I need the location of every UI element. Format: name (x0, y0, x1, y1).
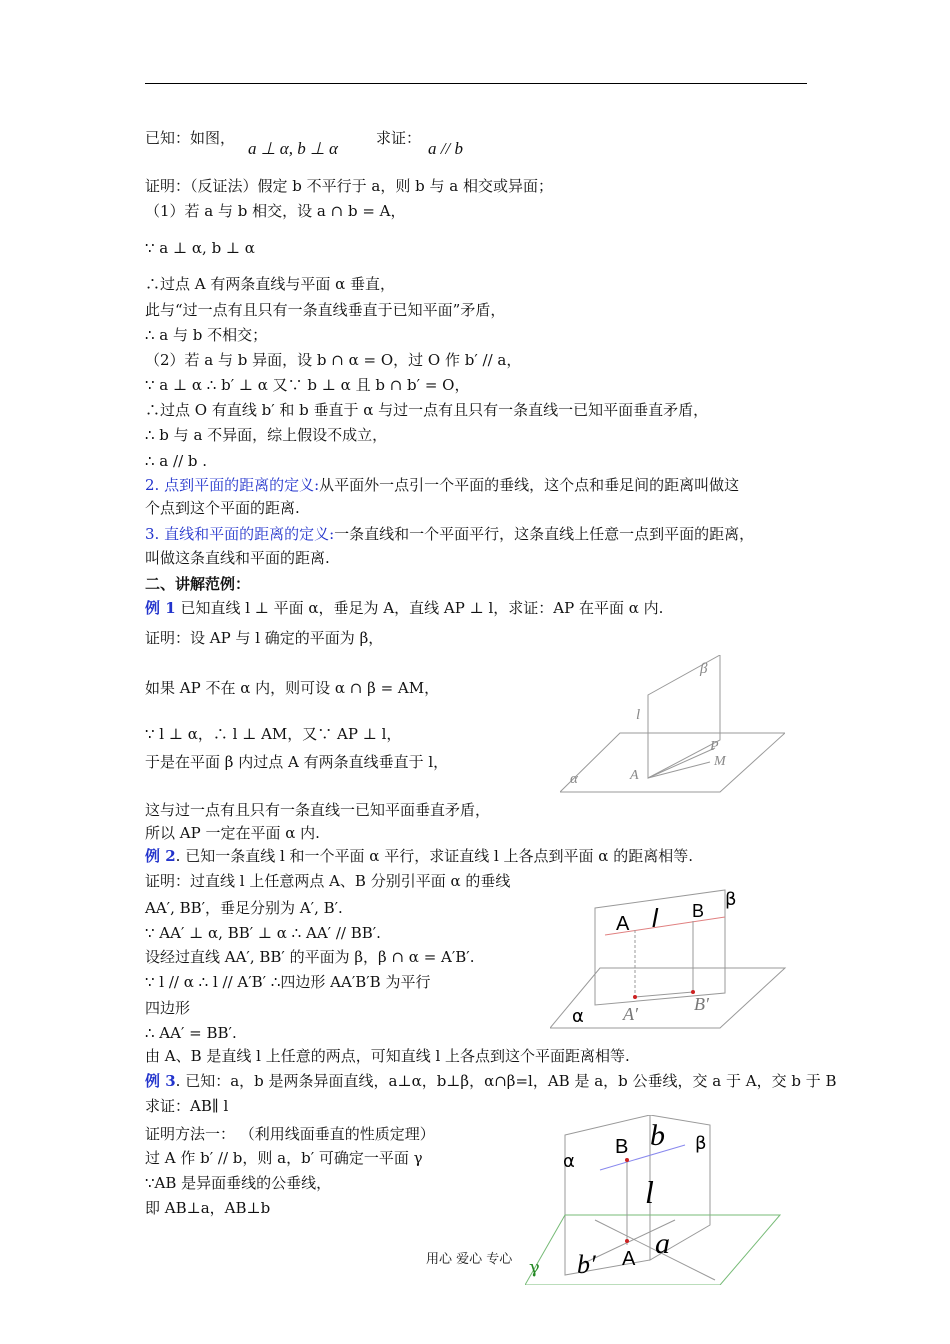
ex1-line: ∵ l ⊥ α，∴ l ⊥ AM，又∵ AP ⊥ l， (145, 725, 402, 743)
label-b: B (692, 901, 705, 921)
label-beta: β (695, 1133, 707, 1154)
label-alpha: α (570, 771, 578, 787)
label-a1: A′ (623, 1004, 638, 1024)
ex3-figure (525, 1115, 795, 1285)
ex2-line: 证明：过直线 l 上任意两点 A、B 分别引平面 α 的垂线 (145, 872, 511, 890)
ex1-line: 于是在平面 β 内过点 A 有两条直线垂直于 l， (145, 753, 449, 771)
label-beta: β (725, 889, 737, 910)
label-alpha: α (563, 1151, 575, 1172)
ex1-line: 证明：设 AP 与 l 确定的平面为 β， (145, 629, 384, 647)
point-b (625, 1158, 629, 1162)
ex2-line: 四边形 (145, 999, 191, 1017)
proof-line: ∴过点 A 有两条直线与平面 α 垂直， (145, 275, 396, 293)
ex1-line: 如果 AP 不在 α 内，则可设 α ∩ β = AM， (145, 679, 440, 697)
proof-line: 证明：（反证法）假定 b 不平行于 a，则 b 与 a 相交或异面； (145, 177, 553, 195)
label-a: A (616, 913, 630, 935)
ex3-line: 过 A 作 b′ // b，则 a，b′ 可确定一平面 γ (145, 1149, 423, 1167)
proof-line: （1）若 a 与 b 相交，设 a ∩ b = A， (145, 202, 406, 220)
def2-num: 2. (145, 476, 160, 494)
ex1-statement (145, 597, 663, 619)
ex3-label: 例 3 (145, 1072, 176, 1090)
label-b-point: B (615, 1136, 629, 1158)
prove-expr: a // b (428, 139, 463, 158)
ex1-label: 例 1 (145, 599, 176, 617)
proof-line: ∵ a ⊥ α, b ⊥ α (145, 239, 255, 257)
ex2-line: 设经过直线 AA′, BB′ 的平面为 β，β ∩ α = A′B′. (145, 948, 475, 966)
ex3-statement (145, 1070, 837, 1092)
proof-line: ∴ b 与 a 不异面，综上假设不成立， (145, 426, 388, 444)
def3-text: 一条直线和一个平面平行，这条直线上任意一点到平面的距离， (334, 525, 755, 543)
label-l: l (645, 1174, 654, 1210)
label-b1: B′ (694, 994, 709, 1014)
plane-beta (595, 890, 725, 1005)
label-a: A (630, 768, 639, 783)
proof-line: ∵ a ⊥ α ∴ b′ ⊥ α 又∵ b ⊥ α 且 b ∩ b′ = O， (145, 376, 470, 394)
ex1-line: 这与过一点有且只有一条直线一已知平面垂直矛盾， (145, 801, 491, 819)
def2-text: 从平面外一点引一个平面的垂线，这个点和垂足间的距离叫做这 (319, 476, 740, 494)
label-beta: β (700, 661, 708, 677)
definition-2 (145, 474, 739, 496)
plane-alpha (560, 733, 785, 792)
proof-line: ∴过点 O 有直线 b′ 和 b 垂直于 α 与过一点有且只有一条直线一已知平面垂直矛盾， (145, 401, 709, 419)
def3-title: 直线和平面的距离的定义: (164, 525, 335, 543)
label-l: l (652, 903, 658, 933)
def3-text-cont: 叫做这条直线和平面的距离. (145, 549, 330, 567)
ex2-label: 例 2 (145, 847, 176, 865)
section-heading: 二、讲解范例： (145, 575, 251, 593)
ex2-statement (145, 845, 693, 867)
plane-beta (648, 655, 720, 778)
label-gamma: γ (529, 1257, 540, 1278)
ex2-text: . 已知一条直线 l 和一个平面 α 平行，求证直线 l 上各点到平面 α 的距离相等. (175, 847, 693, 865)
ex3-line: 证明方法一： （利用线面垂直的性质定理） (145, 1125, 435, 1143)
proof-line: ∴ a // b . (145, 452, 208, 470)
given-label: 已知：如图， (145, 129, 236, 147)
plane-gamma (525, 1215, 780, 1285)
definition-3 (145, 523, 754, 545)
page-footer: 用心 爱心 专心 (426, 1252, 513, 1267)
label-a-point: A (622, 1248, 636, 1270)
point-a1 (633, 995, 637, 999)
def2-text-cont: 个点到这个平面的距离. (145, 499, 300, 517)
ex3-line: ∵AB 是异面垂线的公垂线， (145, 1174, 332, 1192)
proof-line: 此与“过一点有且只有一条直线垂直于已知平面”矛盾， (145, 301, 506, 319)
given-expr: a ⊥ α, b ⊥ α (248, 139, 338, 158)
proof-line: （2）若 a 与 b 异面，设 b ∩ α = O，过 O 作 b′ // a， (145, 351, 522, 369)
line-b (600, 1145, 685, 1170)
def2-title: 点到平面的距离的定义: (164, 476, 320, 494)
ex2-line: ∴ AA′ = BB′. (145, 1024, 237, 1042)
point-a (625, 1239, 629, 1243)
ex2-line: AA′, BB′，垂足分别为 A′, B′. (145, 899, 343, 917)
ex2-line: ∵ l // α ∴ l // A′B′ ∴四边形 AA′B′B 为平行 (145, 973, 431, 991)
ex2-line: ∵ AA′ ⊥ α, BB′ ⊥ α ∴ AA′ // BB′. (145, 924, 381, 942)
label-b1: b′ (577, 1250, 596, 1279)
line-a1b1 (635, 992, 693, 997)
label-alpha: α (572, 1006, 584, 1027)
ex1-line: 所以 AP 一定在平面 α 内. (145, 824, 320, 842)
proof-line: ∴ a 与 b 不相交； (145, 326, 268, 344)
label-b-line: b (650, 1119, 665, 1152)
prove-label: 求证： (376, 129, 422, 147)
label-a-line: a (655, 1227, 670, 1260)
ex3-text: . 已知：a，b 是两条异面直线，a⊥α，b⊥β，α∩β=l，AB 是 a，b 公垂线，交 a 于 A，交 b 于 B (175, 1072, 837, 1090)
label-m: M (714, 754, 726, 769)
label-p: P (710, 739, 719, 754)
ex1-figure (560, 655, 785, 795)
ex2-figure (550, 885, 790, 1035)
ex2-line: 由 A、B 是直线 l 上任意的两点，可知直线 l 上各点到这个平面距离相等. (145, 1047, 630, 1065)
header-rule (145, 83, 807, 84)
ex1-text: 已知直线 l ⊥ 平面 α，垂足为 A，直线 AP ⊥ l，求证：AP 在平面 α 内. (180, 599, 664, 617)
label-l: l (636, 707, 641, 723)
def3-num: 3. (145, 525, 160, 543)
ex3-line: 即 AB⊥a，AB⊥b (145, 1199, 271, 1217)
ex3-line: 求证：AB∥ l (145, 1097, 229, 1115)
